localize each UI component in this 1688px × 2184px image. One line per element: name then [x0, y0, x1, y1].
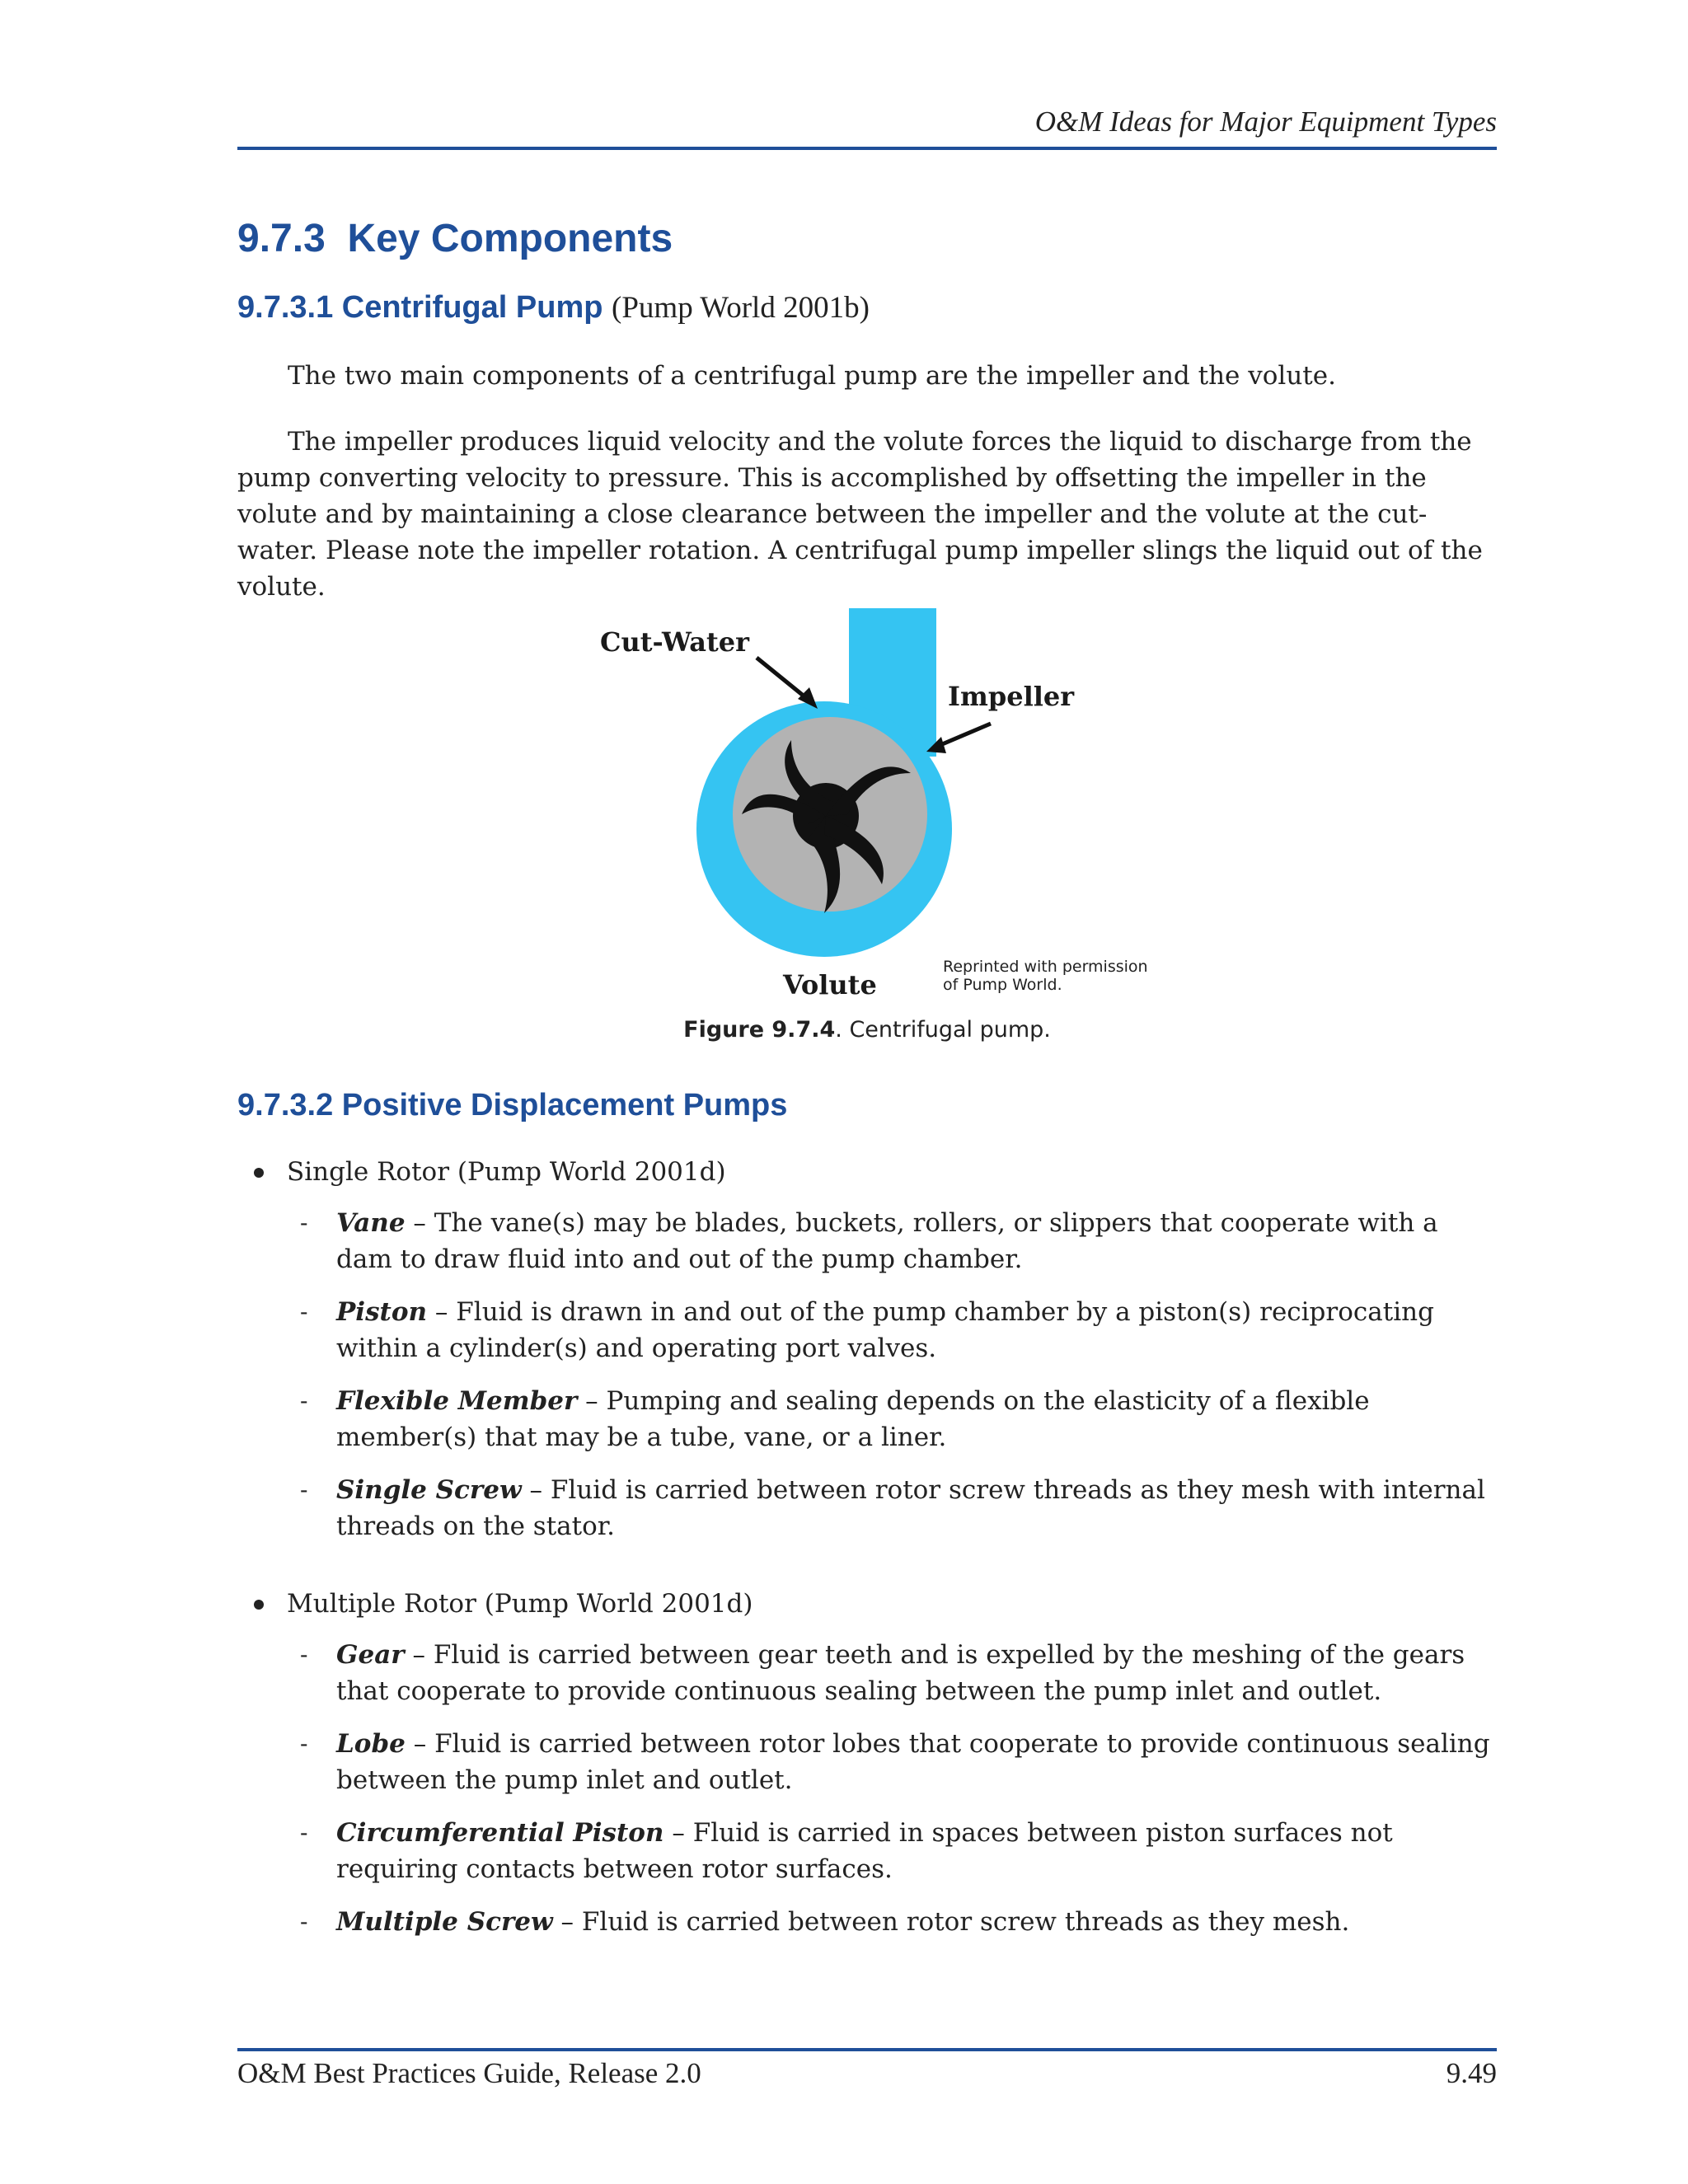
volute-label: Volute [783, 969, 877, 1001]
centrifugal-pump-figure [585, 608, 1162, 1012]
list-item [237, 1472, 1497, 1544]
footer-guide-title: O&M Best Practices Guide, Release 2.0 [237, 2057, 701, 2089]
dash-icon: - [300, 1209, 308, 1236]
bullet-label: Single Rotor (Pump World 2001d) [287, 1157, 726, 1187]
item-text: – Fluid is carried between gear teeth and is expelled by the meshing of the gears that cooperate to provide continuous sealing between the pump inlet and outlet. [336, 1640, 1465, 1706]
bullet-label: Multiple Rotor (Pump World 2001d) [287, 1589, 753, 1619]
item-term: Single Screw [336, 1475, 522, 1505]
item-text: – Fluid is carried between rotor screw threads as they mesh. [552, 1907, 1350, 1937]
dash-icon: - [300, 1819, 308, 1846]
item-text: – Fluid is carried between rotor screw threads as they mesh with internal threads on the stator. [336, 1475, 1485, 1541]
footer-rule [237, 2048, 1497, 2051]
running-header: O&M Ideas for Major Equipment Types [1034, 105, 1497, 138]
figure-caption [237, 1017, 1497, 1043]
section-number: 9.7.3 [237, 217, 326, 260]
dash-icon: - [300, 1908, 308, 1935]
dash-icon: - [300, 1387, 308, 1414]
centrifugal-citation: (Pump World 2001b) [612, 291, 870, 325]
reprint-notice [943, 958, 1157, 994]
item-term: Lobe [336, 1729, 406, 1759]
item-term: Vane [336, 1208, 406, 1238]
page-number: 9.49 [1446, 2057, 1497, 2089]
item-term: Flexible Member [336, 1386, 578, 1416]
multiple-rotor-list [237, 1586, 1497, 1940]
list-item [237, 1726, 1497, 1798]
item-term: Multiple Screw [336, 1907, 553, 1937]
cutwater-arrow-line [757, 658, 809, 701]
list-item [237, 1815, 1497, 1887]
section-heading [237, 216, 673, 261]
single-rotor-list [237, 1154, 1497, 1544]
item-term: Gear [336, 1640, 405, 1670]
centrifugal-para-2: The impeller produces liquid velocity and the volute forces the liquid to discharge from the pump converting velocity to pressure. This is accomplished by offsetting the impeller in the volute and by maintaining a close clearance between the impeller and the volute at the cut-water. Please note the impeller rotation. A centrifugal pump impeller slings the liquid out of the volute. [237, 427, 1483, 602]
dash-icon: - [300, 1730, 308, 1757]
item-text: – The vane(s) may be blades, buckets, rollers, or slippers that cooperate with a dam to draw fluid into and out of the pump chamber. [336, 1208, 1438, 1274]
list-item [237, 1205, 1497, 1277]
cutwater-label: Cut-Water [600, 626, 749, 658]
figure-caption-text: . Centrifugal pump. [835, 1017, 1051, 1043]
centrifugal-para-1: The two main components of a centrifugal pump are the impeller and the volute. [288, 361, 1336, 391]
impeller-arrow-line [936, 724, 991, 747]
item-text: – Pumping and sealing depends on the elasticity of a flexible member(s) that may be a tube, vane, or a liner. [336, 1386, 1370, 1452]
list-item [237, 1637, 1497, 1709]
impeller-label: Impeller [948, 681, 1075, 712]
bullet-dot-icon [254, 1600, 264, 1610]
single-rotor-bullet [237, 1154, 1497, 1190]
item-term: Piston [336, 1297, 428, 1327]
section-title: Key Components [347, 217, 673, 260]
pump-diagram [585, 608, 1162, 1012]
item-text: – Fluid is drawn in and out of the pump chamber by a piston(s) reciprocating within a cylinder(s) and operating port valves. [336, 1297, 1434, 1363]
figure-caption-number: Figure 9.7.4 [683, 1017, 836, 1043]
dash-icon: - [300, 1298, 308, 1325]
reprint-line-1: Reprinted with permission [943, 958, 1148, 976]
header-rule [237, 147, 1497, 150]
reprint-line-2: of Pump World. [943, 976, 1062, 994]
bullet-dot-icon [254, 1168, 264, 1178]
centrifugal-heading-text: 9.7.3.1 Centrifugal Pump [237, 290, 603, 325]
list-item [237, 1383, 1497, 1455]
dash-icon: - [300, 1641, 308, 1668]
centrifugal-heading [237, 290, 870, 326]
item-term: Circumferential Piston [336, 1818, 664, 1848]
list-item [237, 1294, 1497, 1366]
dash-icon: - [300, 1476, 308, 1503]
list-item [237, 1904, 1497, 1940]
multiple-rotor-bullet [237, 1586, 1497, 1622]
item-text: – Fluid is carried between rotor lobes that cooperate to provide continuous sealing between the pump inlet and outlet. [336, 1729, 1490, 1795]
positive-displacement-heading: 9.7.3.2 Positive Displacement Pumps [237, 1088, 788, 1122]
item-text: – Fluid is carried in spaces between piston surfaces not requiring contacts between rotor surfaces. [336, 1818, 1393, 1884]
